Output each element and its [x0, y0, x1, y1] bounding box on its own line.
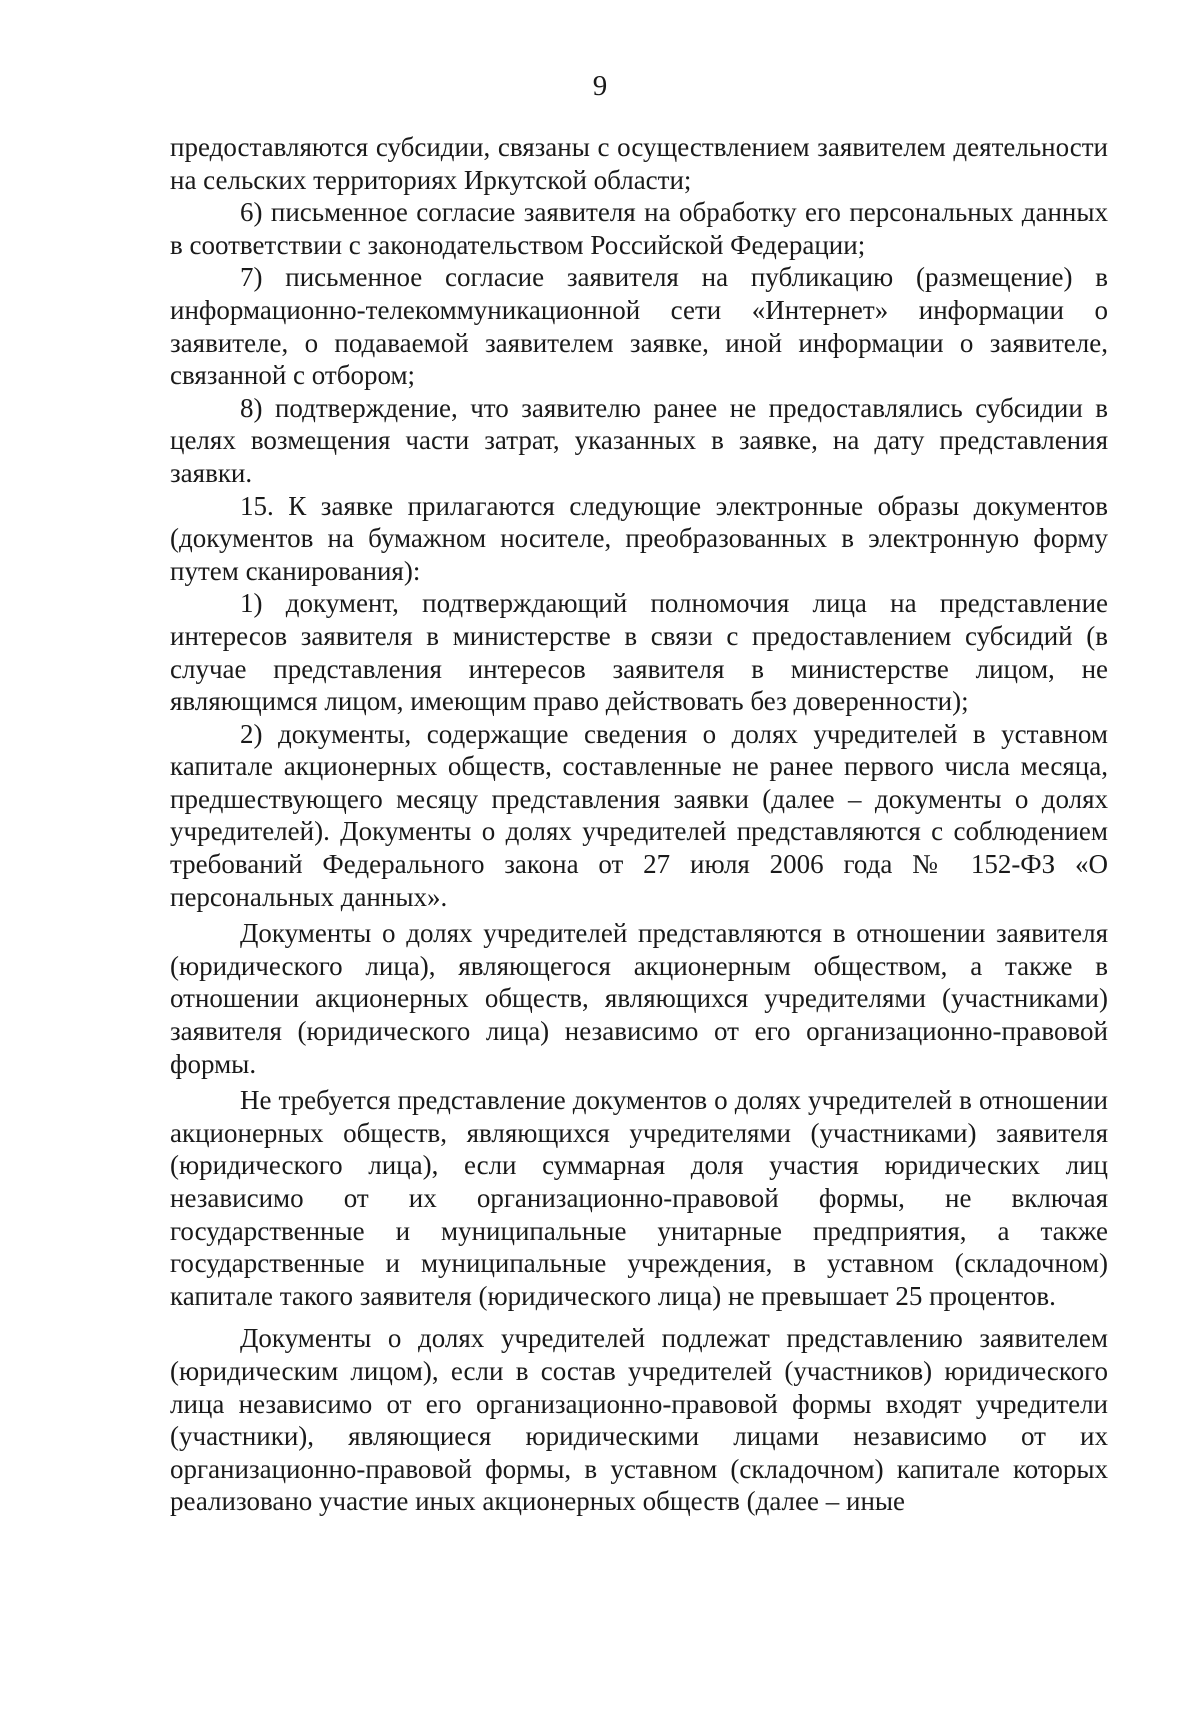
paragraph-item-6: 6) письменное согласие заявителя на обработку его персональных данных в соответствии с законодательством Российской Федерации; [170, 197, 1108, 260]
page-number: 9 [592, 70, 608, 102]
paragraph-item-8: 8) подтверждение, что заявителю ранее не предоставлялись субсидии в целях возмещения части затрат, указанных в заявке, на дату представления заявки. [170, 392, 1108, 488]
paragraph-continuation: предоставляются субсидии, связаны с осуществлением заявителем деятельности на сельских территориях Иркутской области; [170, 132, 1108, 195]
document-body [170, 131, 1108, 1518]
paragraph-item-7: 7) письменное согласие заявителя на публикацию (размещение) в информационно-телекоммуникационной сети «Интернет» информации о заявителе, о подаваемой заявителем заявке, иной информации о заявителе, связанной с отбором; [170, 262, 1108, 391]
paragraph-subject-to-submission: Документы о долях учредителей подлежат представлению заявителем (юридическим лицом), если в состав учредителей (участников) юридического лица независимо от его организационно-правовой формы входят учредители (участники), являющиеся юридическими лицами независимо от их организационно-правовой формы, в уставном (складочном) капитале которых реализовано участие иных акционерных обществ (далее – иные [170, 1323, 1108, 1517]
paragraph-not-required: Не требуется представление документов о долях учредителей в отношении акционерных обществ, являющихся учредителями (участниками) заявителя (юридического лица), если суммарная доля участия юридических лиц независимо от их организационно-правовой формы, не включая государственные и муниципальные унитарные предприятия, а также государственные и муниципальные учреждения, в уставном (складочном) капитале такого заявителя (юридического лица) не превышает 25 процентов. [170, 1085, 1108, 1311]
paragraph-subitem-1: 1) документ, подтверждающий полномочия лица на представление интересов заявителя в министерстве в связи с предоставлением субсидий (в случае представления интересов заявителя в министерстве лицом, не являющимся лицом, имеющим право действовать без доверенности); [170, 588, 1108, 717]
paragraph-shares-documents: Документы о долях учредителей представляются в отношении заявителя (юридического лица), являющегося акционерным обществом, а также в отношении акционерных обществ, являющихся учредителями (участниками) заявителя (юридического лица) независимо от его организационно-правовой формы. [170, 918, 1108, 1079]
paragraph-subitem-2: 2) документы, содержащие сведения о долях учредителей в уставном капитале акционерных обществ, составленные не ранее первого числа месяца, предшествующего месяцу представления заявки (далее – документы о долях учредителей). Документы о долях учредителей представляются с соблюдением требований Федерального закона от 27 июля 2006 года № 152-ФЗ «О персональных данных». [170, 718, 1108, 912]
paragraph-clause-15: 15. К заявке прилагаются следующие электронные образы документов (документов на бумажном носителе, преобразованных в электронную форму путем сканирования): [170, 490, 1108, 586]
